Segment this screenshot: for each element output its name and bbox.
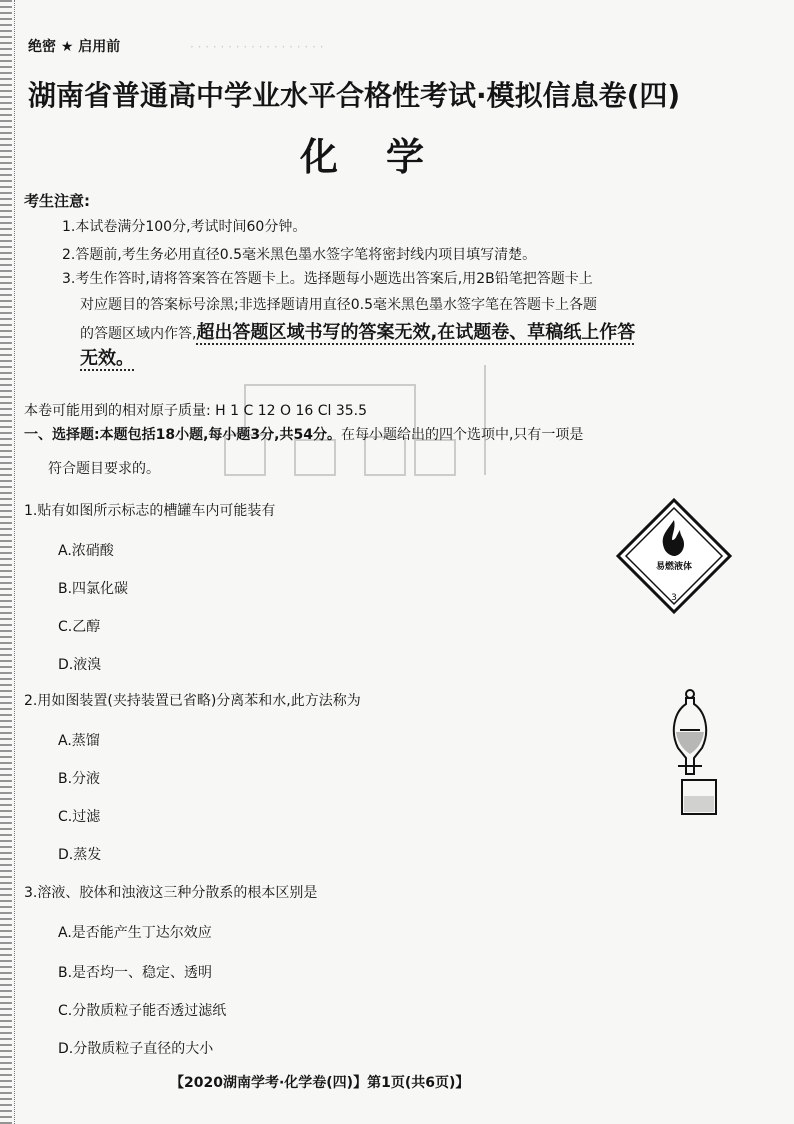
notice-item-3-line2: 对应题目的答案标号涂黑;非选择题请用直径0.5毫米黑色墨水签字笔在答题卡上各题: [80, 297, 597, 313]
notice-item-3-end: 无效。: [80, 348, 134, 369]
binding-edge: [0, 0, 12, 1124]
question-2-stem: 2.用如图装置(夹持装置已省略)分离苯和水,此方法称为: [24, 693, 361, 709]
question-1-option-b: B.四氯化碳: [58, 581, 129, 597]
sign-label: 易燃液体: [655, 562, 693, 572]
notice-heading: 考生注意:: [24, 192, 90, 210]
notice-item-3-line4: [80, 344, 134, 370]
question-3-stem: 3.溶液、胶体和浊液这三种分散系的根本区别是: [24, 885, 318, 901]
section-heading: [24, 424, 583, 444]
bleed-through-text: · · · · · · · · · · · · · · · · · ·: [190, 40, 324, 54]
question-1-option-d: D.液溴: [58, 657, 102, 673]
notice-item-3-text: 的答题区域内作答,: [80, 326, 197, 342]
subject-title: 化学: [300, 135, 473, 179]
question-3-option-d: D.分散质粒子直径的大小: [58, 1041, 214, 1057]
notice-item-3-emphasis: 超出答题区域书写的答案无效,在试题卷、草稿纸上作答: [196, 322, 636, 343]
section-instruction: 在每小题给出的四个选项中,只有一项是: [340, 427, 584, 443]
page-footer: 【2020湖南学考·化学卷(四)】第1页(共6页)】: [170, 1075, 470, 1091]
confidential-mark: 绝密 ★ 启用前: [28, 39, 121, 55]
question-1-option-a: A.浓硝酸: [58, 543, 114, 559]
exam-title: 湖南省普通高中学业水平合格性考试·模拟信息卷(四): [28, 79, 681, 112]
sign-class-number: 3: [671, 593, 677, 603]
notice-item-2: 2.答题前,考生务必用直径0.5毫米黑色墨水签字笔将密封线内项目填写清楚。: [62, 247, 537, 263]
notice-item-3-line1: 3.考生作答时,请将答案答在答题卡上。选择题每小题选出答案后,用2B铅笔把答题卡上: [62, 271, 593, 287]
question-2-option-d: D.蒸发: [58, 847, 102, 863]
notice-item-1: 1.本试卷满分100分,考试时间60分钟。: [62, 219, 307, 235]
section-heading-bold: 一、选择题:本题包括18小题,每小题3分,共54分。: [24, 427, 341, 443]
question-1-option-c: C.乙醇: [58, 619, 101, 635]
section-instruction-cont: 符合题目要求的。: [48, 461, 160, 477]
binding-line: [14, 0, 16, 1124]
separatory-funnel-icon: [668, 688, 728, 818]
question-2-option-b: B.分液: [58, 771, 101, 787]
notice-item-3-line3: [80, 318, 635, 344]
question-3-option-a: A.是否能产生丁达尔效应: [58, 925, 212, 941]
flammable-liquid-sign: [614, 496, 734, 616]
question-2-option-c: C.过滤: [58, 809, 101, 825]
question-1-stem: 1.贴有如图所示标志的槽罐车内可能装有: [24, 503, 276, 519]
question-3-option-b: B.是否均一、稳定、透明: [58, 965, 213, 981]
question-2-option-a: A.蒸馏: [58, 733, 100, 749]
atomic-masses: 本卷可能用到的相对原子质量: H 1 C 12 O 16 Cl 35.5: [24, 403, 368, 419]
question-3-option-c: C.分散质粒子能否透过滤纸: [58, 1003, 227, 1019]
